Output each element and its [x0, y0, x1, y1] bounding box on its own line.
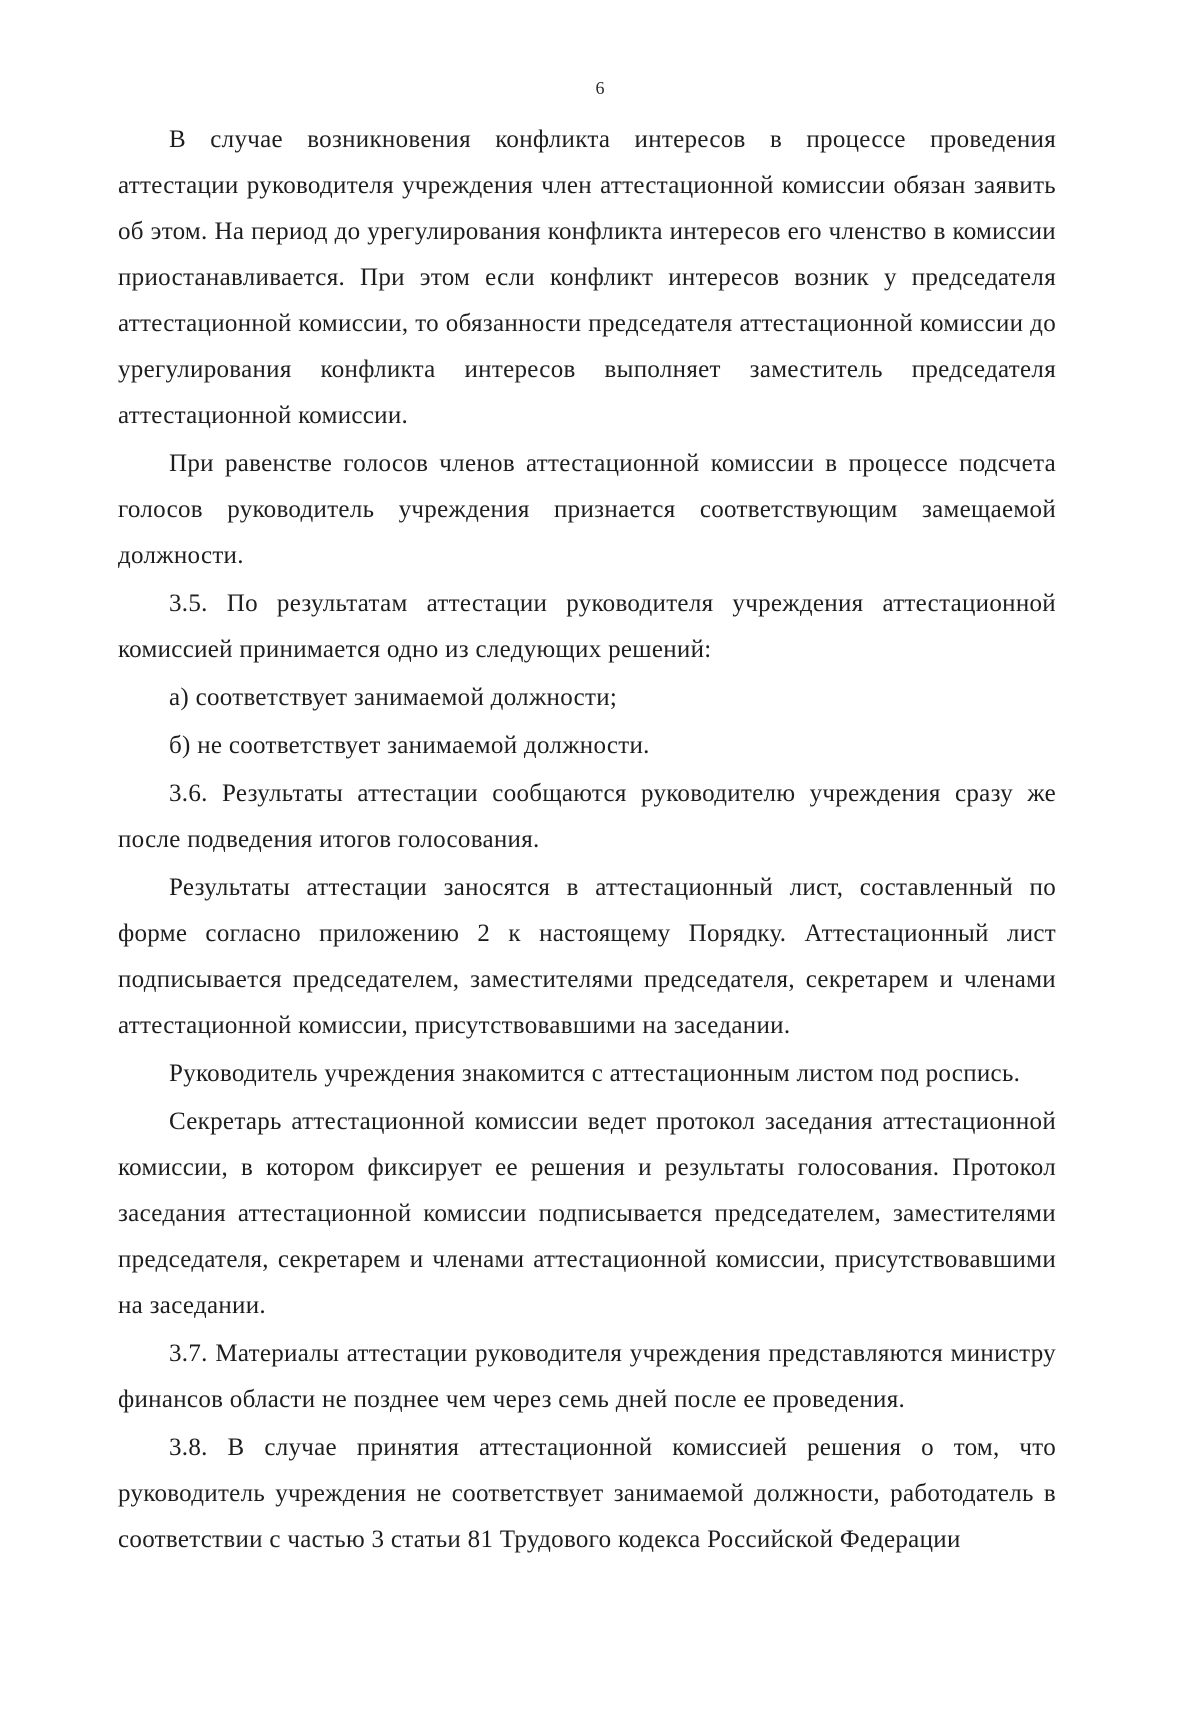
paragraph-option-b: б) не соответствует занимаемой должности.: [169, 732, 650, 759]
paragraph-signature-acknowledgement: Руководитель учреждения знакомится с аттестационным листом под роспись.: [169, 1060, 1021, 1087]
paragraph-3-6: 3.6. Результаты аттестации сообщаются руководителю учреждения сразу же после подведения итогов голосования.: [118, 780, 1056, 853]
paragraph-3-7: 3.7. Материалы аттестации руководителя учреждения представляются министру финансов области не позднее чем через семь дней после ее проведения.: [118, 1340, 1056, 1413]
paragraph-equal-votes: При равенстве голосов членов аттестационной комиссии в процессе подсчета голосов руководитель учреждения признается соответствующим замещаемой должности.: [118, 450, 1056, 569]
page-number: 6: [595, 78, 605, 98]
paragraph-conflict-of-interest: В случае возникновения конфликта интересов в процессе проведения аттестации руководителя учреждения член аттестационной комиссии обязан заявить об этом. На период до урегулирования конфликта интересов его членство в комиссии приостанавливается. При этом если конфликт интересов возник у председателя аттестационной комиссии, то обязанности председателя аттестационной комиссии до урегулирования конфликта интересов выполняет заместитель председателя аттестационной комиссии.: [118, 126, 1056, 429]
paragraph-option-a: а) соответствует занимаемой должности;: [169, 684, 618, 711]
paragraph-attestation-sheet: Результаты аттестации заносятся в аттестационный лист, составленный по форме согласно приложению 2 к настоящему Порядку. Аттестационный лист подписывается председателем, заместителями председателя, секретарем и членами аттестационной комиссии, присутствовавшими на заседании.: [118, 874, 1056, 1039]
paragraph-3-5: 3.5. По результатам аттестации руководителя учреждения аттестационной комиссией принимается одно из следующих решений:: [118, 590, 1056, 663]
paragraph-3-8: 3.8. В случае принятия аттестационной комиссией решения о том, что руководитель учреждения не соответствует занимаемой должности, работодатель в соответствии с частью 3 статьи 81 Трудового кодекса Российской Федерации: [118, 1434, 1056, 1553]
paragraph-protocol: Секретарь аттестационной комиссии ведет протокол заседания аттестационной комиссии, в котором фиксирует ее решения и результаты голосования. Протокол заседания аттестационной комиссии подписывается председателем, заместителями председателя, секретарем и членами аттестационной комиссии, присутствовавшими на заседании.: [118, 1108, 1056, 1319]
document-body: [118, 117, 1056, 1565]
